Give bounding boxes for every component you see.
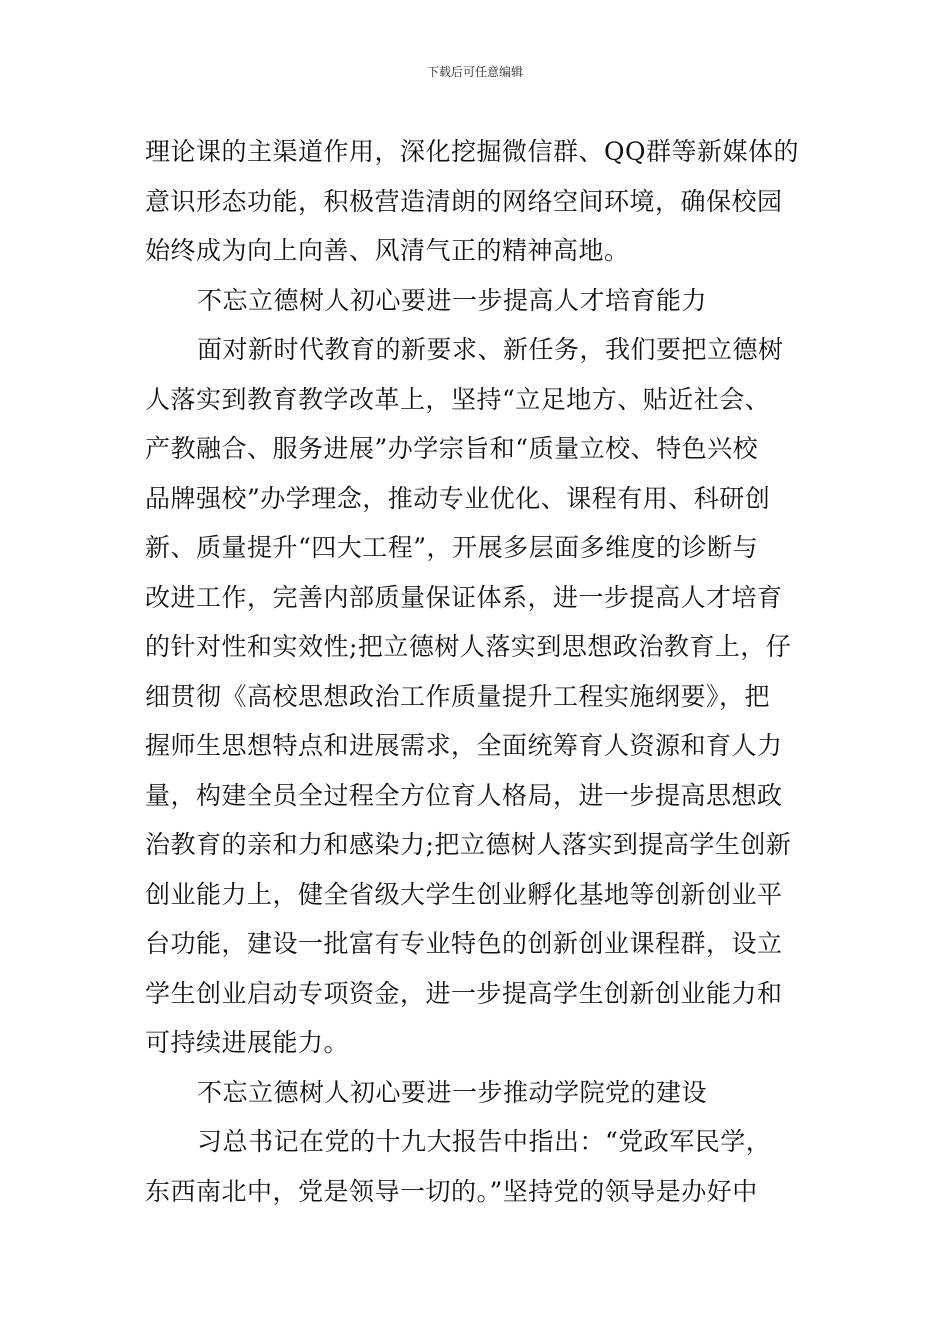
body-line: 量，构建全员全过程全方位育人格局，进一步提高思想政 — [145, 780, 783, 810]
body-line: 产教融合、服务进展”办学宗旨和“质量立校、特色兴校 — [145, 434, 759, 463]
body-line: 新、质量提升“四大工程”，开展多层面多维度的诊断与 — [145, 533, 759, 562]
section-heading: 不忘立德树人初心要进一步推动学院党的建设 — [197, 1077, 708, 1107]
body-line: 治教育的亲和力和感染力;把立德树人落实到提高学生创新 — [145, 830, 792, 859]
paragraph-first-line: 面对新时代教育的新要求、新任务，我们要把立德树 — [197, 335, 784, 364]
body-line: 台功能，建设一批富有专业特色的创新创业课程群，设立 — [145, 929, 783, 958]
body-line: 的针对性和实效性;把立德树人落实到思想政治教育上，仔 — [145, 632, 792, 661]
section-heading: 不忘立德树人初心要进一步提高人才培育能力 — [197, 285, 708, 315]
page-header: 下载后可任意编辑 — [426, 65, 523, 79]
body-line: 可持续进展能力。 — [145, 1028, 350, 1057]
paragraph-first-line: 习总书记在党的十九大报告中指出：“党政军民学， — [197, 1127, 772, 1156]
body-line: 品牌强校”办学理念，推动专业优化、课程有用、科研创 — [145, 483, 771, 513]
body-line: 始终成为向上向善、风清气正的精神高地。 — [145, 236, 630, 265]
document-body — [145, 127, 810, 1216]
body-line: 人落实到教育教学改革上，坚持“立足地方、贴近社会、 — [145, 384, 771, 414]
body-line: 改进工作，完善内部质量保证体系，进一步提高人才培育 — [145, 582, 783, 612]
body-line: 理论课的主渠道作用，深化挖掘微信群、QQ群等新媒体的 — [145, 137, 799, 166]
body-line: 握师生思想特点和进展需求，全面统筹育人资源和育人力 — [145, 731, 783, 760]
body-line: 意识形态功能，积极营造清朗的网络空间环境，确保校园 — [145, 186, 783, 216]
body-line: 细贯彻《高校思想政治工作质量提升工程实施纲要》，把 — [145, 681, 771, 711]
body-line: 创业能力上，健全省级大学生创业孵化基地等创新创业平 — [145, 879, 783, 909]
body-line: 学生创业启动专项资金，进一步提高学生创新创业能力和 — [145, 978, 783, 1008]
body-line: 东西南北中，党是领导一切的。”坚持党的领导是办好中 — [145, 1176, 758, 1206]
